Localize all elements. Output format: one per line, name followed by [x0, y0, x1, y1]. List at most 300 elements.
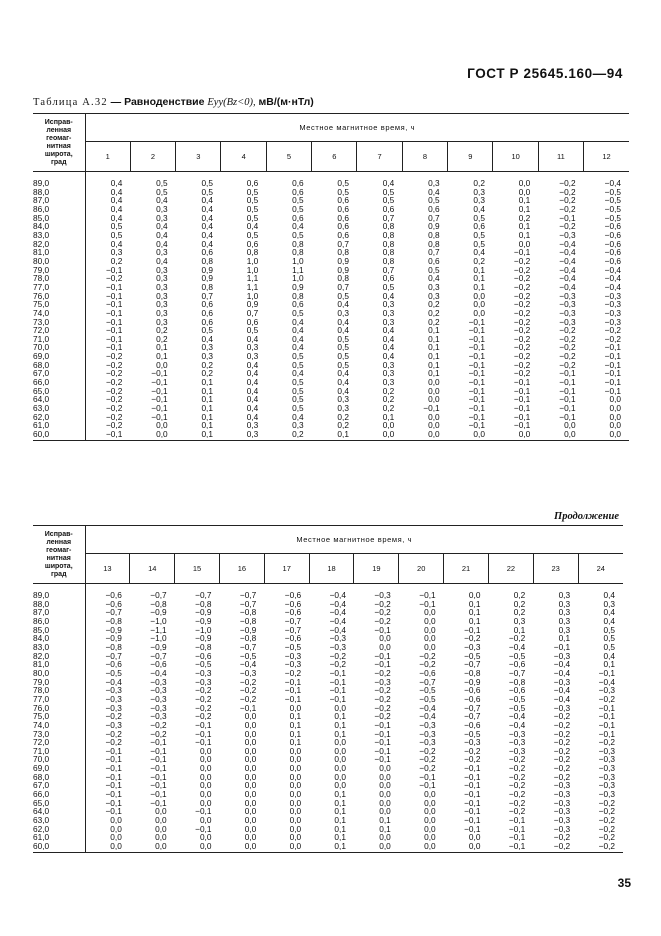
value-cell: 0,0 [244, 823, 257, 834]
value-cell: −0,6 [604, 221, 621, 232]
value-cell: −0,2 [374, 607, 391, 618]
table-row [33, 387, 629, 396]
value-cell: −0,8 [239, 615, 257, 626]
value-cell: −0,4 [553, 693, 571, 704]
hour-column-header: 14 [130, 554, 175, 584]
value-cell: 0,3 [156, 281, 168, 292]
table-row [33, 842, 623, 852]
value-cell: 0,3 [558, 624, 571, 635]
value-cell: 0,3 [156, 273, 168, 284]
value-cell: −0,6 [604, 238, 621, 249]
value-cell: 0,4 [201, 195, 213, 206]
value-cell: 0,2 [266, 430, 311, 440]
value-cell: 0,6 [473, 221, 485, 232]
value-cell: 0,4 [110, 238, 123, 249]
hour-column-header: 8 [402, 142, 447, 172]
value-cell: −0,3 [559, 316, 576, 327]
value-cell: −0,9 [239, 624, 257, 635]
value-cell: −0,7 [508, 667, 526, 678]
value-cell: −0,1 [468, 420, 485, 431]
hour-column-header: 19 [354, 554, 399, 584]
value-cell: 0,4 [156, 229, 168, 240]
value-cell: 0,0 [424, 789, 436, 800]
value-cell: −0,1 [604, 359, 621, 370]
value-cell: −0,1 [508, 832, 526, 843]
value-cell: 0,3 [603, 598, 615, 609]
value-cell: −0,4 [559, 238, 576, 249]
value-cell: 0,7 [382, 264, 395, 275]
value-cell: 0,6 [337, 229, 349, 240]
value-cell: −0,5 [604, 186, 621, 197]
hour-column-header: 9 [448, 142, 493, 172]
latitude-cell: 64,0 [33, 807, 85, 816]
value-cell: 0,1 [201, 411, 213, 422]
value-cell: −0,4 [329, 607, 346, 618]
value-cell: −0,5 [604, 195, 621, 206]
value-cell: 0,1 [473, 281, 485, 292]
value-cell: 0,4 [110, 186, 123, 197]
value-cell: 0,2 [201, 359, 213, 370]
value-cell: −0,3 [604, 307, 621, 318]
value-cell: 0,0 [244, 771, 257, 782]
value-cell: −0,2 [329, 659, 346, 670]
hour-column-header: 23 [533, 554, 578, 584]
value-cell: 0,0 [424, 607, 436, 618]
value-cell: 0,0 [155, 815, 167, 826]
value-cell: 0,5 [292, 385, 304, 396]
value-cell: 0,0 [424, 823, 436, 834]
value-cell: 0,1 [468, 607, 481, 618]
value-cell: −0,1 [150, 745, 167, 756]
value-cell: −0,2 [513, 264, 531, 275]
hour-column-header: 16 [219, 554, 264, 584]
value-cell: −0,8 [239, 607, 257, 618]
value-cell: −0,1 [598, 728, 615, 739]
local-time-group-header: Местное магнитное время, ч [85, 114, 629, 142]
latitude-cell: 82,0 [33, 652, 85, 661]
value-cell: 0,3 [382, 368, 395, 379]
value-cell: 0,2 [337, 411, 349, 422]
value-cell: −0,2 [284, 667, 302, 678]
latitude-header-line: широта, [44, 562, 73, 570]
value-cell: 0,3 [428, 290, 440, 301]
value-cell: −0,3 [374, 590, 391, 600]
value-cell: 0,8 [292, 290, 304, 301]
value-cell: −0,1 [150, 754, 167, 765]
hour-column-header: 17 [264, 554, 309, 584]
value-cell: −0,6 [604, 247, 621, 258]
value-cell: 0,5 [110, 221, 123, 232]
value-cell: 0,4 [110, 195, 123, 206]
latitude-cell: 77,0 [33, 695, 85, 704]
latitude-cell: 78,0 [33, 686, 85, 695]
value-cell: 0,0 [244, 832, 257, 843]
value-cell: −0,1 [105, 797, 122, 808]
value-cell: −1,0 [195, 624, 212, 635]
value-cell: −0,6 [604, 255, 621, 266]
latitude-cell: 72,0 [33, 326, 85, 335]
value-cell: 0,3 [382, 377, 395, 388]
value-cell: 0,5 [292, 307, 304, 318]
value-cell: −0,6 [105, 659, 122, 670]
latitude-cell: 85,0 [33, 214, 85, 223]
value-cell: −0,1 [559, 403, 576, 414]
value-cell: 0,5 [337, 359, 349, 370]
value-cell: −0,4 [508, 711, 526, 722]
value-cell: −0,9 [105, 624, 122, 635]
value-cell: 0,0 [379, 789, 391, 800]
value-cell: 0,0 [357, 430, 402, 440]
latitude-header-line: нитная [46, 142, 71, 150]
value-cell: 0,7 [337, 238, 349, 249]
value-cell: −0,1 [464, 771, 481, 782]
value-cell: 0,2 [518, 212, 531, 223]
value-cell: −0,1 [508, 823, 526, 834]
value-cell: −0,2 [513, 307, 531, 318]
value-cell: 0,5 [292, 195, 304, 206]
value-cell: −0,1 [150, 763, 167, 774]
latitude-cell: 83,0 [33, 231, 85, 240]
value-cell: 0,2 [201, 368, 213, 379]
table-row [33, 172, 629, 188]
caption-units: мВ/(м·нТл) [255, 96, 314, 108]
latitude-header-line: нитная [46, 554, 71, 562]
value-cell: −0,2 [508, 771, 526, 782]
hour-column-header: 24 [578, 554, 623, 584]
value-cell: −0,3 [150, 676, 167, 687]
value-cell: 0,0 [468, 832, 481, 843]
value-cell: −0,3 [419, 737, 436, 748]
value-cell: −0,6 [105, 590, 122, 600]
value-cell: 0,0 [289, 702, 302, 713]
value-cell: 0,4 [337, 325, 349, 336]
value-cell: −0,3 [598, 685, 615, 696]
value-cell: 0,4 [156, 221, 168, 232]
latitude-cell: 84,0 [33, 634, 85, 643]
value-cell: 0,0 [334, 771, 346, 782]
value-cell: −0,3 [553, 780, 571, 791]
value-cell: 0,0 [444, 842, 489, 852]
value-cell: 0,4 [337, 368, 349, 379]
value-cell: −0,3 [604, 316, 621, 327]
value-cell: 0,0 [609, 403, 621, 414]
value-cell: −0,1 [468, 342, 485, 353]
value-cell: −0,2 [553, 832, 571, 843]
value-cell: 0,5 [156, 186, 168, 197]
value-cell: 0,3 [156, 203, 168, 214]
hour-column-header: 11 [538, 142, 583, 172]
value-cell: 0,1 [334, 789, 346, 800]
table-row [33, 404, 629, 413]
value-cell: 0,0 [428, 411, 440, 422]
value-cell: 0,0 [424, 624, 436, 635]
value-cell: 0,3 [558, 598, 571, 609]
value-cell: −0,6 [284, 598, 302, 609]
value-cell: −0,3 [329, 633, 346, 644]
value-cell: −0,2 [559, 178, 576, 188]
value-cell: −0,1 [468, 403, 485, 414]
value-cell: −0,4 [239, 659, 257, 670]
latitude-cell: 78,0 [33, 274, 85, 283]
value-cell: 0,3 [292, 420, 304, 431]
value-cell: −0,6 [604, 229, 621, 240]
value-cell: −0,2 [105, 403, 123, 414]
value-cell: −0,2 [329, 650, 346, 661]
value-cell: 0,5 [246, 229, 259, 240]
value-cell: 0,0 [155, 832, 167, 843]
value-cell: −0,7 [195, 590, 212, 600]
value-cell: −0,1 [559, 385, 576, 396]
value-cell: 0,0 [424, 815, 436, 826]
value-cell: −0,2 [508, 754, 526, 765]
value-cell: 1,0 [246, 255, 259, 266]
value-cell: −0,4 [559, 273, 576, 284]
value-cell: −0,3 [559, 307, 576, 318]
latitude-cell: 61,0 [33, 833, 85, 842]
value-cell: 0,0 [85, 842, 130, 852]
latitude-cell: 71,0 [33, 747, 85, 756]
value-cell: 0,1 [309, 842, 354, 852]
latitude-cell: 86,0 [33, 205, 85, 214]
value-cell: −0,3 [329, 641, 346, 652]
latitude-cell: 60,0 [33, 842, 85, 852]
continuation-label: Продолжение [554, 511, 619, 522]
value-cell: −0,4 [559, 255, 576, 266]
value-cell: −0,1 [151, 403, 168, 414]
value-cell: −0,1 [464, 763, 481, 774]
value-cell: −0,1 [105, 780, 122, 791]
value-cell: −0,1 [284, 685, 302, 696]
value-cell: 0,5 [428, 195, 440, 206]
value-cell: 1,0 [246, 290, 259, 301]
value-cell: −0,1 [151, 394, 168, 405]
latitude-cell: 61,0 [33, 421, 85, 430]
value-cell: 0,3 [246, 420, 259, 431]
value-cell: 0,0 [244, 780, 257, 791]
value-cell: 0,1 [473, 273, 485, 284]
value-cell: 0,3 [428, 178, 440, 188]
value-cell: 0,5 [382, 186, 395, 197]
value-cell: 0,3 [156, 299, 168, 310]
table-row [33, 361, 629, 370]
value-cell: −0,9 [195, 607, 212, 618]
value-cell: −0,2 [105, 368, 123, 379]
value-cell: −0,1 [508, 815, 526, 826]
value-cell: −0,3 [598, 780, 615, 791]
value-cell: −0,2 [598, 693, 615, 704]
latitude-cell: 84,0 [33, 222, 85, 231]
value-cell: −0,1 [468, 316, 485, 327]
value-cell: 0,5 [292, 403, 304, 414]
value-cell: −0,8 [239, 633, 257, 644]
value-cell: 0,8 [382, 247, 395, 258]
value-cell: 0,1 [334, 797, 346, 808]
value-cell: −0,5 [604, 203, 621, 214]
value-cell: 0,0 [244, 789, 257, 800]
value-cell: 0,0 [468, 590, 481, 600]
value-cell: −0,8 [150, 598, 167, 609]
value-cell: 0,1 [382, 411, 395, 422]
value-cell: −0,2 [513, 290, 531, 301]
value-cell: −0,2 [553, 728, 571, 739]
value-cell: 0,2 [337, 420, 349, 431]
value-cell: −0,3 [419, 719, 436, 730]
value-cell: −0,2 [553, 763, 571, 774]
latitude-column-header [33, 114, 85, 172]
value-cell: 0,3 [473, 195, 485, 206]
value-cell: 0,6 [292, 178, 304, 188]
table-row [33, 266, 629, 275]
value-cell: 0,9 [201, 264, 213, 275]
value-cell: 1,1 [246, 281, 259, 292]
value-cell: −0,1 [105, 325, 123, 336]
value-cell: 0,3 [156, 264, 168, 275]
value-cell: −0,1 [329, 693, 346, 704]
value-cell: −0,2 [419, 659, 436, 670]
value-cell: −0,2 [150, 719, 167, 730]
value-cell: 0,0 [334, 780, 346, 791]
latitude-cell: 80,0 [33, 669, 85, 678]
value-cell: −0,3 [464, 641, 481, 652]
value-cell: 0,0 [473, 307, 485, 318]
value-cell: 0,0 [289, 823, 302, 834]
value-cell: 0,4 [246, 403, 259, 414]
value-cell: −0,2 [374, 598, 391, 609]
latitude-cell: 70,0 [33, 343, 85, 352]
value-cell: −0,3 [553, 815, 571, 826]
table-row [33, 300, 629, 309]
latitude-cell: 72,0 [33, 738, 85, 747]
value-cell: 0,6 [337, 203, 349, 214]
value-cell: −0,6 [150, 659, 167, 670]
value-cell: 0,5 [201, 186, 213, 197]
latitude-cell: 76,0 [33, 292, 85, 301]
value-cell: −0,1 [105, 299, 123, 310]
value-cell: −0,2 [419, 650, 436, 661]
document-standard-number: ГОСТ Р 25645.160—94 [467, 66, 623, 81]
value-cell: 0,2 [513, 607, 526, 618]
value-cell: 0,4 [156, 255, 168, 266]
value-cell: 1,0 [246, 264, 259, 275]
caption-formula: Eyy(Bz<0), [207, 97, 256, 108]
value-cell: −0,2 [464, 745, 481, 756]
value-cell: −0,1 [105, 745, 122, 756]
table-row [33, 257, 629, 266]
value-cell: 0,0 [424, 641, 436, 652]
value-cell: −0,4 [553, 667, 571, 678]
value-cell: 0,2 [513, 598, 526, 609]
latitude-cell: 86,0 [33, 617, 85, 626]
latitude-cell: 76,0 [33, 704, 85, 713]
value-cell: 0,6 [292, 186, 304, 197]
value-cell: 0,3 [156, 212, 168, 223]
latitude-header-line: град [50, 570, 67, 578]
value-cell: −0,1 [604, 368, 621, 379]
value-cell: 0,5 [382, 195, 395, 206]
value-cell: −0,2 [553, 711, 571, 722]
value-cell: 0,1 [518, 195, 531, 206]
value-cell: 0,3 [382, 307, 395, 318]
value-cell: 0,0 [518, 178, 531, 188]
value-cell: −0,1 [468, 325, 485, 336]
value-cell: 0,8 [201, 255, 213, 266]
value-cell: 0,3 [473, 186, 485, 197]
value-cell: −0,2 [105, 351, 123, 362]
value-cell: −0,1 [464, 806, 481, 817]
value-cell: −0,5 [604, 212, 621, 223]
value-cell: −0,6 [508, 685, 526, 696]
value-cell: −0,4 [604, 264, 621, 275]
value-cell: −0,3 [553, 702, 571, 713]
value-cell: 0,0 [379, 832, 391, 843]
value-cell: −0,2 [105, 385, 123, 396]
value-cell: −0,2 [105, 273, 123, 284]
value-cell: −0,5 [419, 693, 436, 704]
table-row [33, 584, 623, 600]
value-cell: −0,3 [598, 789, 615, 800]
value-cell: −0,2 [598, 797, 615, 808]
value-cell: 0,3 [558, 607, 571, 618]
latitude-cell: 67,0 [33, 369, 85, 378]
value-cell: −0,4 [150, 667, 167, 678]
latitude-cell: 71,0 [33, 335, 85, 344]
table-row [33, 309, 629, 318]
latitude-header-line: ленная [46, 126, 72, 134]
table-caption [33, 96, 314, 108]
value-cell: −0,1 [150, 737, 167, 748]
value-cell: 0,5 [292, 377, 304, 388]
value-cell: 0,0 [175, 842, 220, 852]
value-cell: 0,1 [468, 598, 481, 609]
value-cell: −0,1 [329, 676, 346, 687]
value-cell: −0,6 [464, 693, 481, 704]
value-cell: 0,0 [199, 754, 212, 765]
latitude-header-line: град [50, 158, 67, 166]
value-cell: 0,0 [428, 394, 440, 405]
value-cell: −0,2 [598, 815, 615, 826]
value-cell: 0,0 [424, 633, 436, 644]
latitude-cell: 81,0 [33, 248, 85, 257]
value-cell: 0,6 [337, 195, 349, 206]
value-cell: −0,1 [85, 430, 130, 440]
value-cell: −0,1 [150, 780, 167, 791]
value-cell: 0,3 [337, 394, 349, 405]
value-cell: −0,2 [195, 702, 212, 713]
value-cell: −0,5 [105, 667, 122, 678]
value-cell: 0,0 [518, 186, 531, 197]
value-cell: −0,2 [513, 273, 531, 284]
value-cell: 0,0 [289, 754, 302, 765]
value-cell: 0,4 [292, 325, 304, 336]
value-cell: 0,0 [334, 745, 346, 756]
value-cell: −0,2 [508, 797, 526, 808]
value-cell: −0,1 [468, 394, 485, 405]
value-cell: 0,0 [155, 823, 167, 834]
value-cell: 0,0 [244, 763, 257, 774]
value-cell: −0,6 [284, 590, 302, 600]
value-cell: 0,5 [292, 229, 304, 240]
value-cell: −0,5 [195, 659, 212, 670]
value-cell: 0,3 [428, 281, 440, 292]
latitude-cell: 75,0 [33, 712, 85, 721]
table-row [33, 335, 629, 344]
value-cell: 0,8 [337, 273, 349, 284]
value-cell: −0,3 [150, 702, 167, 713]
value-cell: 0,1 [558, 633, 571, 644]
value-cell: −0,2 [513, 359, 531, 370]
value-cell: −0,6 [464, 685, 481, 696]
value-cell: −0,3 [553, 650, 571, 661]
